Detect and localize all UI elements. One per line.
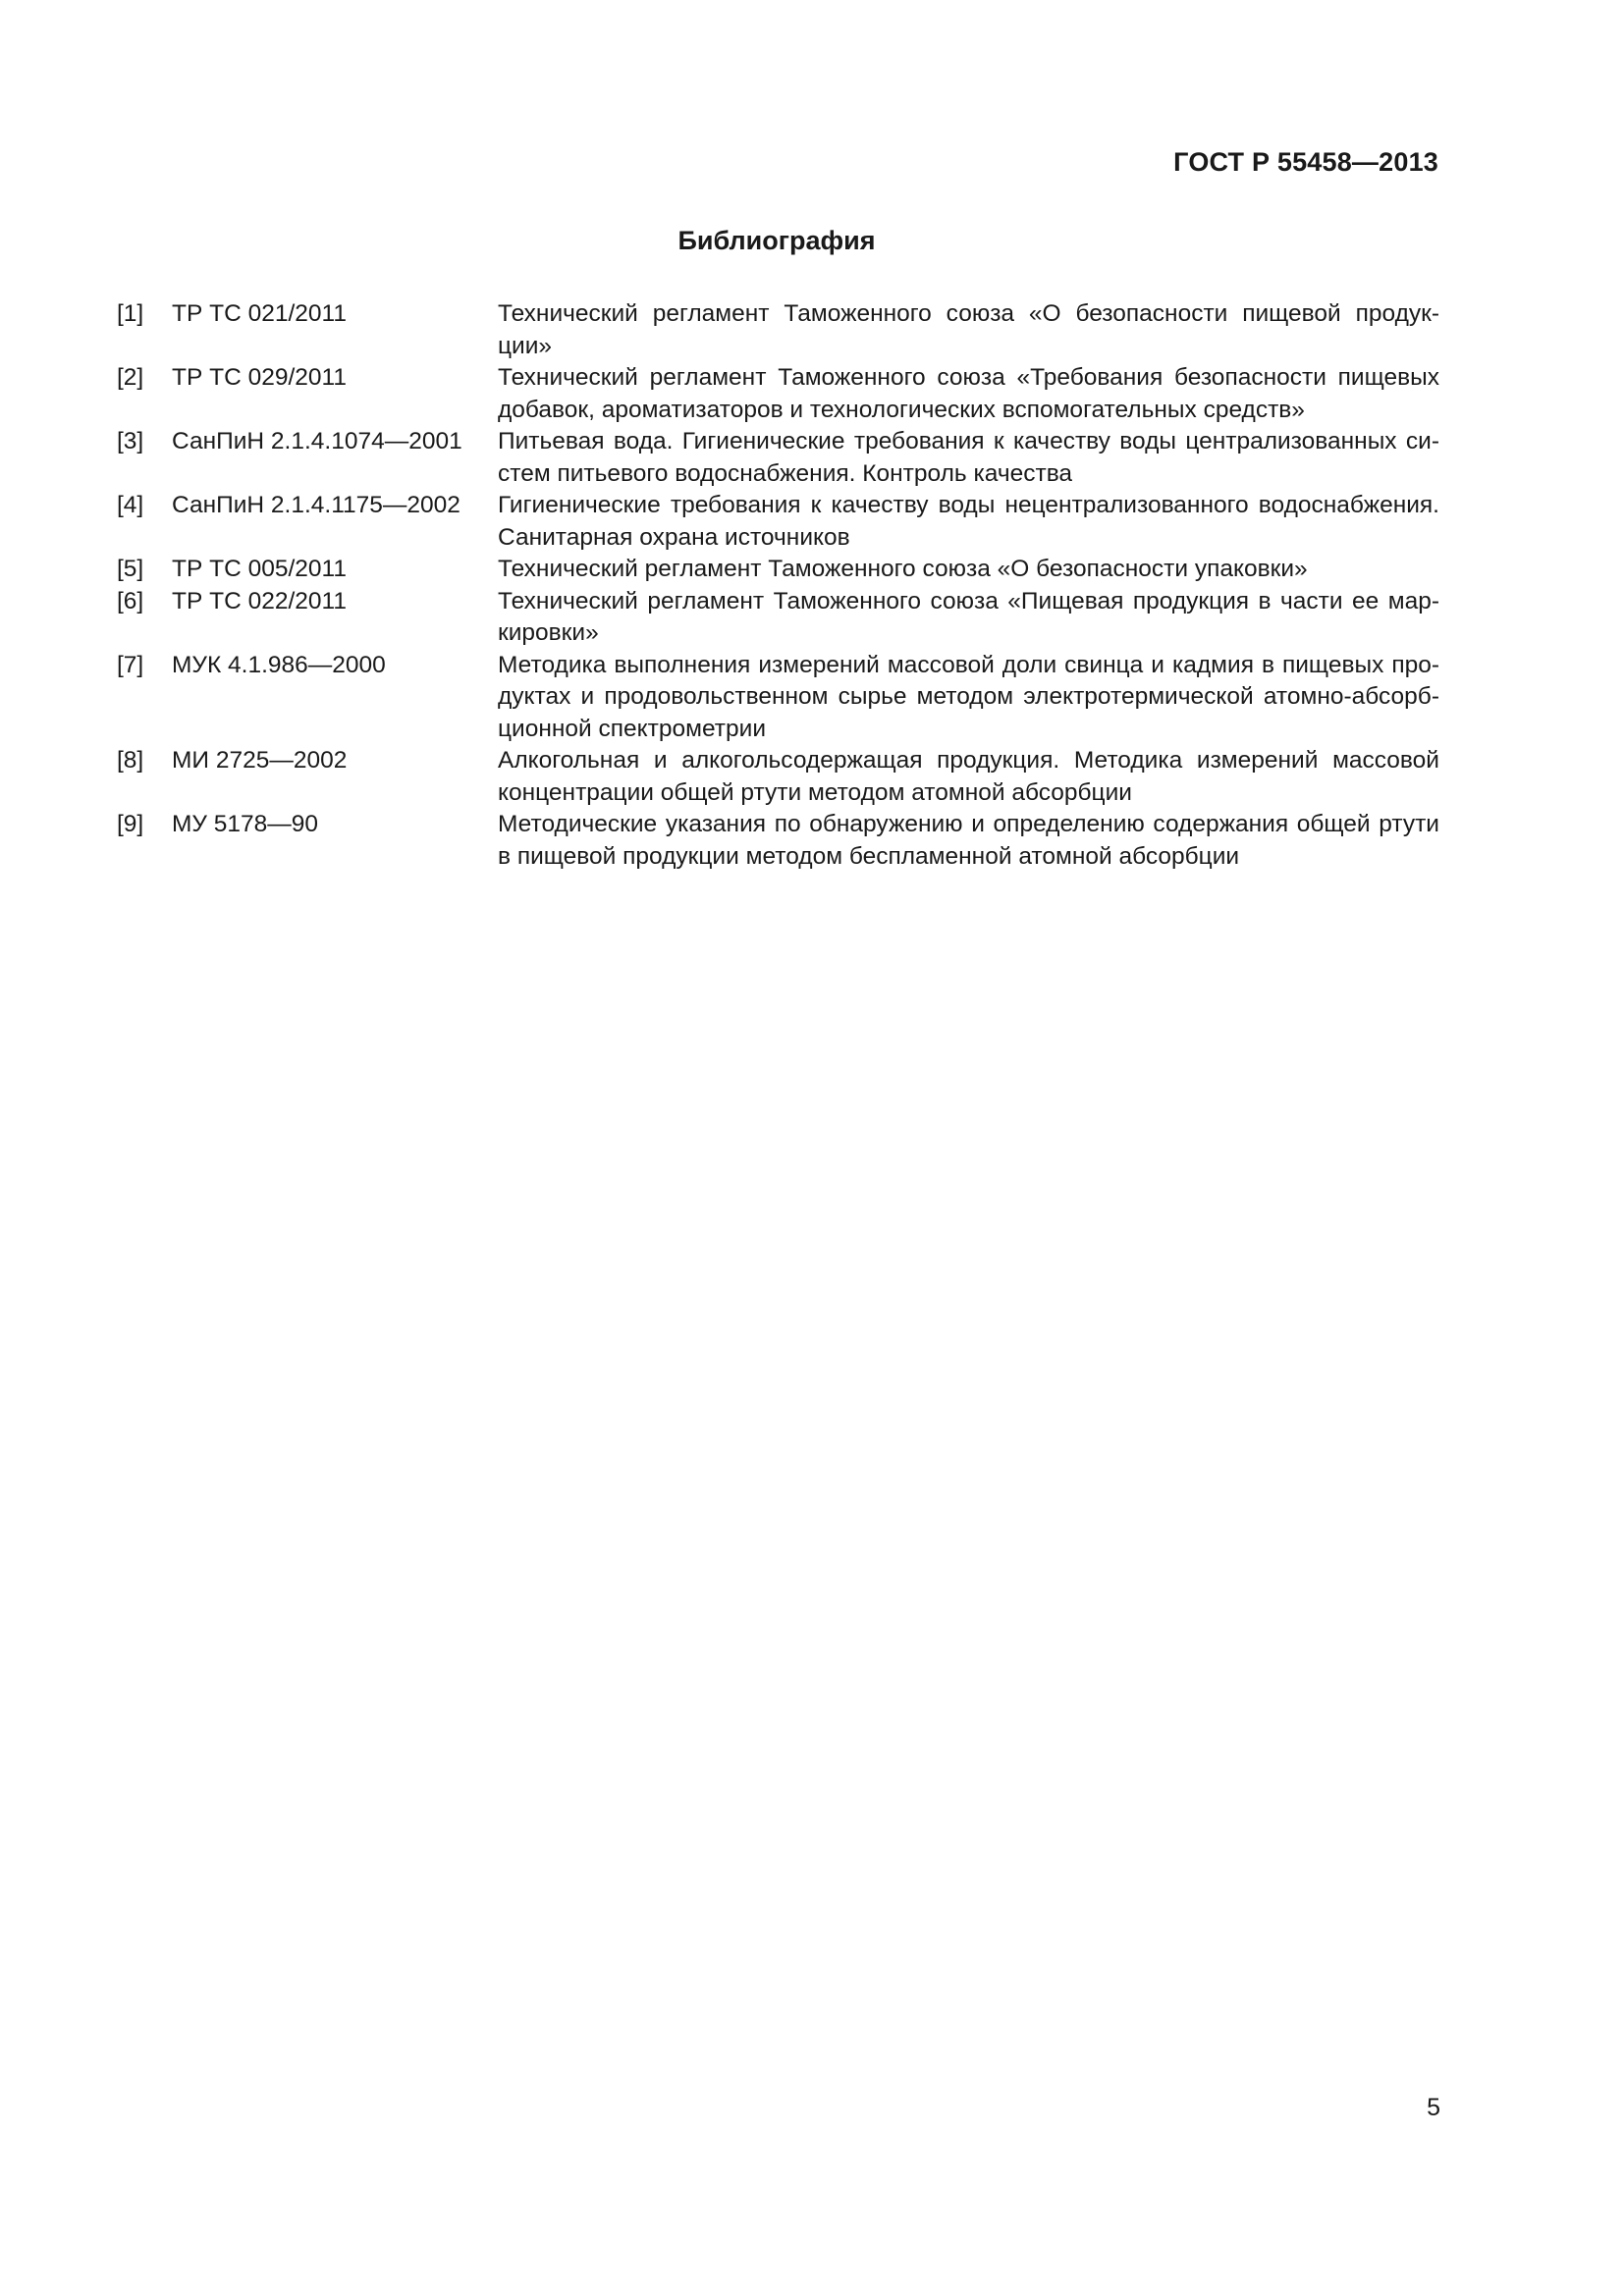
entry-description-line: Технический регламент Таможенного союза «Требования безопасности пищевых xyxy=(498,364,1439,391)
entry-description xyxy=(498,554,1439,586)
entry-description-line: Технический регламент Таможенного союза «О безопасности упаковки» xyxy=(498,556,1308,582)
entry-number: [5] xyxy=(117,556,144,582)
entry-description xyxy=(498,298,1439,362)
entry-number: [7] xyxy=(117,651,144,678)
bibliography-entry xyxy=(117,586,1439,650)
entry-description-line: Методические указания по обнаружению и определению содержания общей ртути xyxy=(498,811,1439,837)
section-title: Библиография xyxy=(677,226,876,255)
entry-description-line: Технический регламент Таможенного союза «О безопасности пищевой продук- xyxy=(498,300,1439,327)
entry-description-line: Питьевая вода. Гигиенические требования к качеству воды централизованных си- xyxy=(498,428,1439,454)
entry-code: ТР ТС 022/2011 xyxy=(172,587,347,614)
entry-number: [6] xyxy=(117,587,144,614)
entry-code: СанПиН 2.1.4.1074—2001 xyxy=(172,428,462,454)
entry-code: МИ 2725—2002 xyxy=(172,747,348,774)
bibliography-entry xyxy=(117,650,1439,746)
entry-description xyxy=(498,650,1439,746)
bibliography-entry xyxy=(117,809,1439,873)
entry-number: [8] xyxy=(117,747,144,774)
entry-description xyxy=(498,586,1439,650)
entry-code: ТР ТС 021/2011 xyxy=(172,300,347,327)
entry-description-line: ционной спектрометрии xyxy=(498,715,767,742)
bibliography-entry xyxy=(117,490,1439,554)
entry-number: [3] xyxy=(117,428,144,454)
document-code: ГОСТ Р 55458—2013 xyxy=(1173,147,1438,177)
bibliography-entry xyxy=(117,745,1439,809)
entry-description xyxy=(498,490,1439,554)
entry-number: [1] xyxy=(117,300,144,327)
entry-description xyxy=(498,426,1439,490)
bibliography-list xyxy=(117,298,1439,873)
entry-description-line: Методика выполнения измерений массовой доли свинца и кадмия в пищевых про- xyxy=(498,651,1439,678)
entry-description xyxy=(498,809,1439,873)
entry-description-line: Технический регламент Таможенного союза «Пищевая продукция в части ее мар- xyxy=(498,587,1439,614)
entry-code: ТР ТС 029/2011 xyxy=(172,364,347,391)
entry-code: МУ 5178—90 xyxy=(172,811,319,837)
entry-number: [9] xyxy=(117,811,144,837)
bibliography-entry xyxy=(117,554,1439,586)
entry-code: ТР ТС 005/2011 xyxy=(172,556,347,582)
entry-code: МУК 4.1.986—2000 xyxy=(172,651,386,678)
entry-description-line: дуктах и продовольственном сырье методом электротермической атомно-абсорб- xyxy=(498,683,1439,710)
entry-description-line: кировки» xyxy=(498,619,599,646)
bibliography-entry xyxy=(117,426,1439,490)
entry-description-line: Гигиенические требования к качеству воды нецентрализованного водоснабжения. xyxy=(498,492,1439,518)
entry-description-line: стем питьевого водоснабжения. Контроль качества xyxy=(498,459,1073,487)
bibliography-entry xyxy=(117,362,1439,426)
entry-description xyxy=(498,745,1439,809)
entry-description-line: концентрации общей ртути методом атомной абсорбции xyxy=(498,778,1132,806)
entry-description-line: Алкогольная и алкогольсодержащая продукция. Методика измерений массовой xyxy=(498,747,1439,774)
bibliography-entry xyxy=(117,298,1439,362)
entry-number: [2] xyxy=(117,364,144,391)
page-number: 5 xyxy=(1427,2094,1440,2121)
entry-description-line: в пищевой продукции методом беспламенной атомной абсорбции xyxy=(498,842,1240,870)
entry-description-line: ции» xyxy=(498,332,553,359)
entry-number: [4] xyxy=(117,492,144,518)
entry-description-line: добавок, ароматизаторов и технологических вспомогательных средств» xyxy=(498,396,1305,423)
entry-code: СанПиН 2.1.4.1175—2002 xyxy=(172,492,460,518)
entry-description-line: Санитарная охрана источников xyxy=(498,523,850,551)
entry-description xyxy=(498,362,1439,426)
